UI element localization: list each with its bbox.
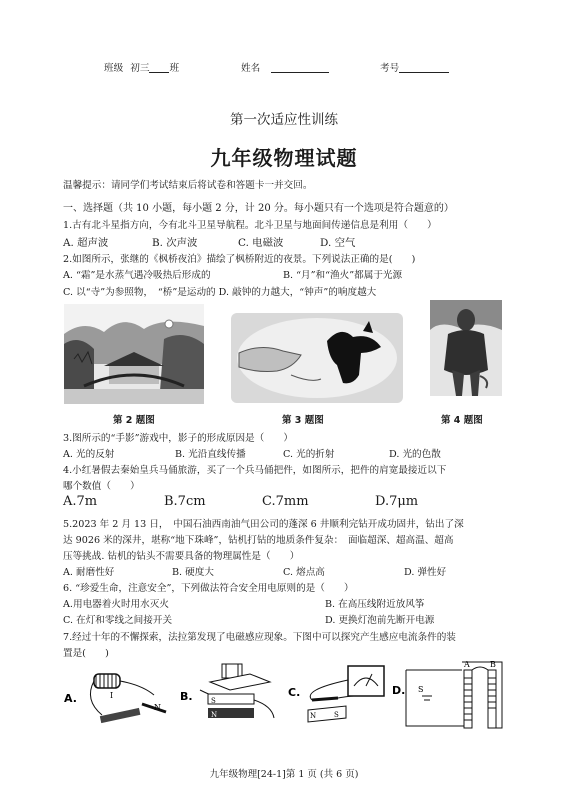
q4-option-b: B.7cm [164, 494, 206, 509]
class-suffix: 班 [169, 63, 180, 74]
q4-option-a: A.7m [63, 494, 98, 509]
q7-label-b-n: N [211, 711, 218, 719]
tip-text: 温馨提示：请同学们考试结束后将试卷和答题卡一并交回。 [63, 180, 313, 191]
q7-label-d: D. [392, 684, 406, 697]
q4-terracotta-image [430, 300, 502, 396]
q7-label-c-s: S [334, 711, 339, 719]
q2-option-a: A. “霜”是水蒸气遇冷吸热后形成的 [63, 270, 211, 281]
q7-label-a: A. [64, 692, 77, 705]
q7-stem-line1: 7.经过十年的不懈探索，法拉第发现了电磁感应现象。下图中可以探究产生感应电流条件的装 [63, 632, 456, 643]
q7-diagram-a [62, 660, 172, 730]
q5-option-c: C. 熔点高 [283, 567, 325, 578]
q2-landscape-image [64, 304, 204, 404]
name-blank[interactable] [271, 62, 329, 73]
q4-option-c: C.7mm [262, 494, 309, 509]
class-prefix: 初三 [130, 63, 150, 74]
q4-figure-caption: 第 4 题图 [441, 415, 483, 426]
q1-stem: 1.古有北斗星指方向，今有北斗卫星导航程。北斗卫星与地面间传递信息是利用（ ） [63, 220, 437, 231]
q7-diagram-c [288, 660, 398, 730]
page-title: 九年级物理试题 [210, 146, 358, 170]
q6-option-a: A.用电器着火时用水灭火 [63, 599, 169, 610]
class-label: 班级 [104, 63, 124, 74]
page-footer: 九年级物理[24-1]第 1 页 (共 6 页) [209, 769, 359, 780]
q7-label-d-b: B [490, 660, 496, 669]
q6-stem: 6. “珍爱生命，注意安全”，下列做法符合安全用电原则的是（ ） [63, 583, 354, 594]
q2-option-b: B. “月”和“渔火”都属于光源 [283, 270, 403, 281]
q5-option-a: A. 耐磨性好 [63, 567, 115, 578]
q5-option-d: D. 弹性好 [404, 567, 447, 578]
q5-stem-line2: 达 9026 米的深井，堪称“地下珠峰”，钻机打钻的地质条件复杂： 面临超深、超高温、超高 [63, 535, 454, 546]
q4-stem-line1: 4.小红暑假去秦始皇兵马俑旅游，买了一个兵马俑把件，如图所示，把件的肩宽最接近以下 [63, 465, 447, 476]
q3-hand-shadow-image [231, 313, 403, 403]
q3-stem: 3.图所示的“手影”游戏中，影子的形成原因是（ ） [63, 433, 294, 444]
q5-option-b: B. 硬度大 [172, 567, 214, 578]
q2-option-cd: C. 以“寺”为参照物， “桥”是运动的 D. 敲钟的力越大，“钟声”的响度越大 [63, 287, 377, 298]
q7-label-b-s: S [211, 697, 216, 705]
exam-no-field [380, 60, 449, 74]
q2-figure-caption: 第 2 题图 [113, 415, 155, 426]
q7-diagram-d [392, 656, 512, 736]
q4-stem-line2: 哪个数值（ ） [63, 481, 140, 492]
q6-option-c: C. 在灯和零线之间接开关 [63, 615, 173, 626]
q7-diagram-b [180, 660, 280, 730]
q7-label-c-n: N [310, 712, 317, 720]
q5-stem-line3: 压等挑战. 钻机的钻头不需要具备的物理属性是（ ） [63, 551, 300, 562]
q7-label-i: I [110, 691, 114, 700]
q7-label-a-n: N [154, 703, 161, 712]
name-field [241, 60, 329, 74]
q5-stem-line1: 5.2023 年 2 月 13 日， 中国石油西南油气田公司的蓬深 6 井顺利完钻开成功固井，钻出了深 [63, 519, 464, 530]
q7-label-b: B. [180, 690, 193, 703]
q3-option-b: B. 光沿直线传播 [175, 449, 246, 460]
q7-label-d-a: A [464, 660, 470, 669]
q6-option-b: B. 在高压线附近放风筝 [325, 599, 425, 610]
q3-option-a: A. 光的反射 [63, 449, 115, 460]
q3-option-d: D. 光的色散 [389, 449, 441, 460]
name-label: 姓名 [241, 63, 261, 74]
q1-option-d: D. 空气 [320, 237, 356, 249]
exam-no-label: 考号 [380, 63, 400, 74]
q7-label-d-s: S [418, 685, 424, 694]
q2-stem: 2.如图所示，张继的《枫桥夜泊》描绘了枫桥附近的夜景。下列说法正确的是( ) [63, 254, 416, 265]
exam-no-blank[interactable] [399, 62, 449, 73]
class-blank[interactable] [149, 62, 169, 73]
q1-option-a: A. 超声波 [63, 237, 109, 249]
class-field [104, 60, 179, 74]
q3-figure-caption: 第 3 题图 [282, 415, 324, 426]
q4-option-d: D.7μm [375, 494, 419, 509]
q7-stem-line2: 置是( ) [63, 648, 109, 659]
q3-option-c: C. 光的折射 [283, 449, 335, 460]
subtitle: 第一次适应性训练 [230, 112, 338, 128]
q1-option-c: C. 电磁波 [238, 237, 284, 249]
q6-option-d: D. 更换灯泡前先断开电源 [325, 615, 435, 626]
section-heading: 一、选择题（共 10 小题，每小题 2 分，计 20 分。每小题只有一个选项是符合题意的） [63, 203, 454, 214]
q1-option-b: B. 次声波 [152, 237, 198, 249]
q7-label-c: C. [288, 686, 301, 699]
